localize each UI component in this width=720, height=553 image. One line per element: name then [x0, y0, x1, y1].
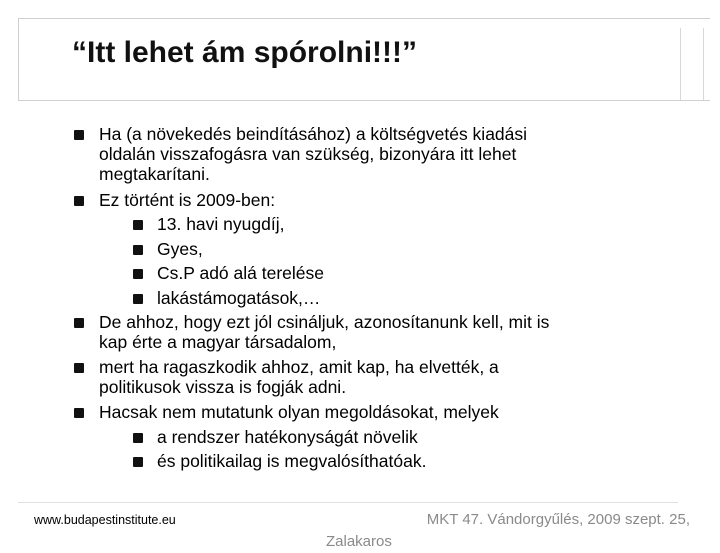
square-bullet-icon — [74, 408, 84, 418]
bullet-text-line: kap érte a magyar társadalom, — [99, 332, 337, 352]
footer-event — [326, 509, 690, 550]
bullet-item — [99, 312, 549, 352]
bullet-text-line: megtakarítani. — [99, 164, 210, 184]
title-frame-left-line — [18, 18, 19, 100]
bullet-item — [99, 402, 499, 422]
sub-bullet-item — [157, 288, 320, 308]
bullet-item — [99, 190, 275, 210]
title-frame-bottom-line — [18, 100, 710, 101]
footer-event-line1: MKT 47. Vándorgyűlés, 2009 szept. 25, — [426, 511, 690, 528]
footer-divider — [18, 502, 678, 503]
bullet-text-line: 13. havi nyugdíj, — [157, 214, 285, 234]
square-bullet-icon — [133, 220, 143, 230]
title-frame-top-line — [18, 18, 710, 19]
bullet-text-line: és politikailag is megvalósíthatóak. — [157, 451, 427, 471]
bullet-text-line: mert ha ragaszkodik ahhoz, amit kap, ha elvették, a — [99, 357, 499, 377]
footer-event-line2: Zalakaros — [326, 533, 392, 550]
sub-bullet-item — [157, 427, 418, 447]
sub-bullet-item — [157, 214, 284, 234]
bullet-text-line: lakástámogatások,… — [157, 287, 321, 308]
bullet-item — [99, 357, 499, 397]
bullet-text-line: Cs.P adó alá terelése — [157, 263, 325, 283]
slide-title: “Itt lehet ám spórolni!!!” — [72, 36, 417, 69]
sub-bullet-item — [157, 451, 426, 471]
bullet-text-line: a rendszer hatékonyságát növelik — [157, 426, 418, 447]
footer-website: www.budapestinstitute.eu — [34, 513, 176, 527]
bullet-item — [99, 124, 527, 184]
square-bullet-icon — [133, 269, 143, 279]
bullet-text-line: Hacsak nem mutatunk olyan megoldásokat, melyek — [99, 402, 499, 422]
bullet-text-line: Ez történt is 2009-ben: — [99, 189, 276, 210]
sub-bullet-item — [157, 263, 324, 283]
sub-bullet-item — [157, 239, 203, 259]
square-bullet-icon — [133, 457, 143, 467]
title-frame-right-bar — [680, 28, 704, 100]
bullet-text-line: De ahhoz, hogy ezt jól csináljuk, azonosítanunk kell, mit is — [99, 312, 550, 332]
square-bullet-icon — [74, 318, 84, 328]
square-bullet-icon — [133, 245, 143, 255]
bullet-text-line: Ha (a növekedés beindításához) a költségvetés kiadási — [99, 124, 528, 144]
square-bullet-icon — [133, 294, 143, 304]
square-bullet-icon — [74, 130, 84, 140]
square-bullet-icon — [74, 363, 84, 373]
bullet-text-line: Gyes, — [157, 238, 203, 259]
bullet-text-line: oldalán visszafogásra van szükség, bizonyára itt lehet — [99, 144, 517, 164]
bullet-text-line: politikusok vissza is fogják adni. — [99, 377, 347, 397]
square-bullet-icon — [74, 196, 84, 206]
square-bullet-icon — [133, 433, 143, 443]
